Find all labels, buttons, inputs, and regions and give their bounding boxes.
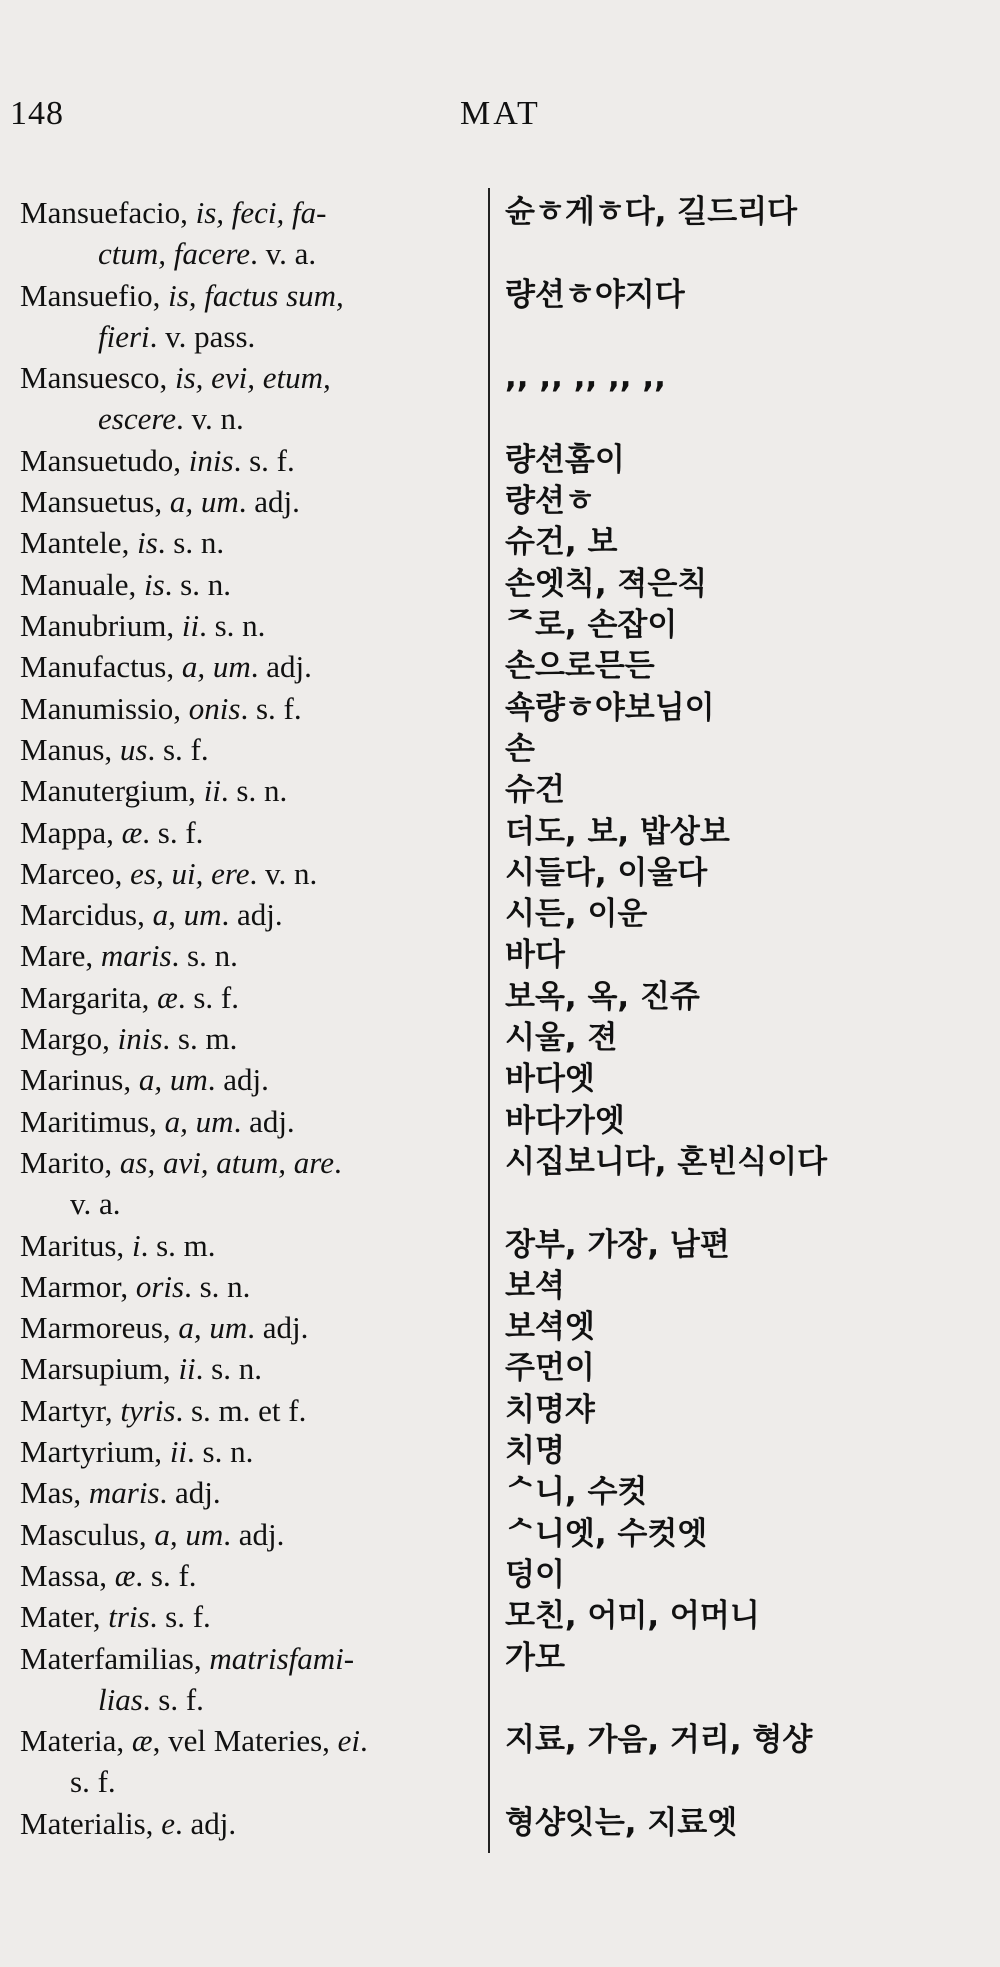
korean-gloss: 보셕 bbox=[505, 1267, 565, 1304]
latin-line-1: Mansuefio, is, factus sum, bbox=[20, 277, 344, 313]
korean-gloss: 시울, 젼 bbox=[505, 1020, 618, 1056]
column-divider bbox=[488, 188, 490, 1853]
latin-line-1: Margo, inis. s. m. bbox=[20, 1021, 238, 1056]
latin-headword bbox=[20, 1018, 480, 1059]
latin-headword bbox=[20, 812, 480, 853]
korean-gloss: 지료, 가음, 거리, 형샹 bbox=[505, 1722, 813, 1759]
latin-line-1: Margarita, æ. s. f. bbox=[20, 979, 239, 1015]
latin-headword bbox=[20, 1307, 480, 1348]
korean-gloss: 더도, 보, 밥상보 bbox=[505, 813, 730, 850]
latin-line-2: v. a. bbox=[70, 1185, 121, 1221]
latin-line-1: Manutergium, ii. s. n. bbox=[20, 773, 288, 809]
korean-gloss: 량션ㅎ야지다 bbox=[505, 276, 685, 313]
korean-gloss: 손으로믄든 bbox=[505, 648, 655, 685]
korean-gloss: 주먼이 bbox=[505, 1350, 595, 1387]
latin-headword bbox=[20, 1266, 480, 1307]
korean-gloss: 손 bbox=[505, 730, 535, 767]
latin-line-1: Manuale, is. s. n. bbox=[20, 566, 231, 602]
page-number: 148 bbox=[10, 95, 64, 132]
latin-line-1: Materia, æ, vel Materies, ei. bbox=[20, 1723, 368, 1759]
latin-line-1: Marceo, es, ui, ere. v. n. bbox=[20, 855, 318, 891]
korean-gloss: 손엣칙, 젹은칙 bbox=[505, 565, 708, 602]
latin-line-1: Manubrium, ii. s. n. bbox=[20, 608, 266, 643]
latin-line-2: s. f. bbox=[70, 1764, 116, 1800]
latin-headword bbox=[20, 894, 480, 935]
latin-line-1: Manus, us. s. f. bbox=[20, 731, 209, 767]
korean-gloss: 바다가엣 bbox=[505, 1102, 625, 1139]
latin-line-1: Mappa, æ. s. f. bbox=[20, 814, 204, 850]
korean-gloss: 량션ㅎ bbox=[505, 483, 595, 520]
latin-headword bbox=[20, 935, 480, 976]
korean-gloss: 보옥, 옥, 진쥬 bbox=[505, 978, 700, 1015]
korean-gloss: 슈건, 보 bbox=[505, 524, 618, 561]
latin-line-2: escere. v. n. bbox=[98, 401, 244, 437]
latin-line-1: Manumissio, onis. s. f. bbox=[20, 690, 302, 726]
latin-headword bbox=[20, 688, 480, 729]
latin-line-1: Martyr, tyris. s. m. et f. bbox=[20, 1392, 307, 1428]
latin-line-1: Mas, maris. adj. bbox=[20, 1475, 221, 1511]
korean-gloss: 바다엣 bbox=[505, 1061, 595, 1098]
page-header bbox=[10, 95, 970, 145]
latin-headword bbox=[20, 357, 480, 439]
korean-gloss: 보셕엣 bbox=[505, 1309, 595, 1346]
latin-headword bbox=[20, 440, 480, 481]
latin-line-1: Martyrium, ii. s. n. bbox=[20, 1434, 254, 1469]
latin-headword bbox=[20, 605, 480, 646]
latin-line-2: lias. s. f. bbox=[98, 1681, 204, 1717]
korean-gloss: ᄉ니, 수컷 bbox=[505, 1474, 648, 1511]
korean-gloss: 형샹잇는, 지료엣 bbox=[505, 1804, 738, 1841]
latin-line-1: Materfamilias, matrisfami- bbox=[20, 1640, 355, 1676]
latin-headword bbox=[20, 770, 480, 811]
latin-headword bbox=[20, 1555, 480, 1596]
latin-headword bbox=[20, 192, 480, 274]
latin-headword bbox=[20, 1720, 480, 1802]
latin-headword bbox=[20, 481, 480, 522]
running-head: MAT bbox=[460, 95, 541, 132]
latin-line-1: Mater, tris. s. f. bbox=[20, 1599, 211, 1635]
latin-line-1: Massa, æ. s. f. bbox=[20, 1557, 197, 1593]
korean-gloss: ᄌ로, 손잡이 bbox=[505, 607, 678, 643]
korean-gloss: 쇽량ㅎ야보님이 bbox=[505, 689, 715, 726]
latin-headword bbox=[20, 1472, 480, 1513]
korean-gloss: 가모 bbox=[505, 1639, 565, 1676]
korean-gloss: 시든, 이운 bbox=[505, 896, 648, 933]
latin-headword bbox=[20, 1514, 480, 1555]
korean-gloss: 덩이 bbox=[505, 1556, 565, 1593]
korean-gloss: 바다 bbox=[505, 937, 565, 974]
latin-line-1: Marinus, a, um. adj. bbox=[20, 1062, 269, 1098]
latin-line-1: Mare, maris. s. n. bbox=[20, 938, 238, 974]
latin-line-1: Mantele, is. s. n. bbox=[20, 525, 225, 561]
korean-gloss: 량션홈이 bbox=[505, 441, 625, 478]
latin-headword bbox=[20, 729, 480, 770]
latin-line-1: Marsupium, ii. s. n. bbox=[20, 1351, 262, 1387]
latin-headword bbox=[20, 1431, 480, 1472]
latin-headword bbox=[20, 1225, 480, 1266]
korean-gloss: 시들다, 이울다 bbox=[505, 854, 708, 891]
korean-gloss: 치명 bbox=[505, 1433, 565, 1469]
latin-line-2: fieri. v. pass. bbox=[98, 318, 256, 354]
latin-headword bbox=[20, 564, 480, 605]
latin-line-1: Masculus, a, um. adj. bbox=[20, 1516, 285, 1552]
latin-headword bbox=[20, 646, 480, 687]
latin-headword bbox=[20, 1803, 480, 1844]
latin-line-1: Marmoreus, a, um. adj. bbox=[20, 1310, 309, 1346]
latin-line-1: Mansuesco, is, evi, etum, bbox=[20, 360, 331, 396]
latin-headword bbox=[20, 1348, 480, 1389]
latin-line-1: Mansuetus, a, um. adj. bbox=[20, 484, 300, 520]
korean-gloss: 치명쟈 bbox=[505, 1391, 595, 1428]
latin-headword bbox=[20, 853, 480, 894]
latin-line-1: Marmor, oris. s. n. bbox=[20, 1268, 251, 1304]
latin-headword bbox=[20, 1142, 480, 1224]
korean-gloss: 슌ㅎ게ㅎ다, 길드리다 bbox=[505, 194, 798, 230]
korean-gloss: 시집보니다, 혼빈식이다 bbox=[505, 1143, 828, 1180]
latin-headword bbox=[20, 1638, 480, 1720]
latin-headword bbox=[20, 275, 480, 357]
latin-headword bbox=[20, 1390, 480, 1431]
korean-gloss: 모친, 어미, 어머니 bbox=[505, 1598, 760, 1635]
korean-gloss: ᄉ니엣, 수컷엣 bbox=[505, 1515, 708, 1552]
latin-headword bbox=[20, 977, 480, 1018]
korean-gloss: ,, ,, ,, ,, ,, bbox=[505, 359, 666, 396]
latin-line-1: Maritus, i. s. m. bbox=[20, 1227, 216, 1263]
korean-gloss: 장부, 가장, 남편 bbox=[505, 1226, 730, 1263]
latin-line-1: Mansuetudo, inis. s. f. bbox=[20, 442, 295, 478]
korean-gloss: 슈건 bbox=[505, 772, 565, 809]
latin-headword bbox=[20, 1596, 480, 1637]
latin-line-2: ctum, facere. v. a. bbox=[98, 236, 317, 271]
latin-headword bbox=[20, 522, 480, 563]
latin-line-1: Materialis, e. adj. bbox=[20, 1805, 237, 1841]
latin-line-1: Marito, as, avi, atum, are. bbox=[20, 1144, 342, 1180]
latin-headword bbox=[20, 1059, 480, 1100]
latin-line-1: Maritimus, a, um. adj. bbox=[20, 1103, 295, 1139]
latin-headword bbox=[20, 1101, 480, 1142]
latin-line-1: Mansuefacio, is, feci, fa- bbox=[20, 195, 327, 230]
latin-line-1: Manufactus, a, um. adj. bbox=[20, 649, 312, 685]
latin-line-1: Marcidus, a, um. adj. bbox=[20, 897, 283, 933]
